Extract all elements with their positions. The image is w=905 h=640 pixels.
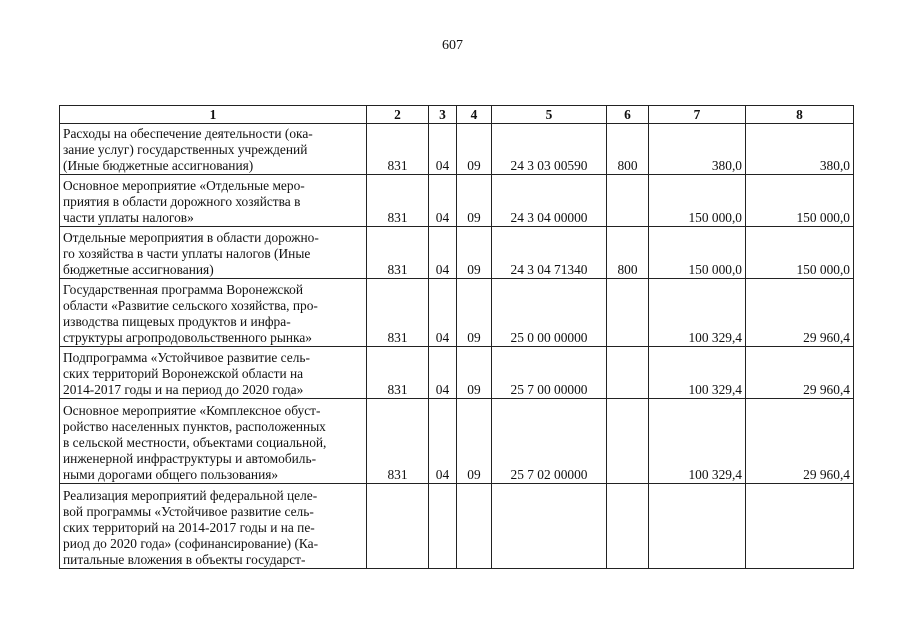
cell-col-5: 24 3 03 00590 bbox=[492, 124, 607, 175]
cell-col-4: 09 bbox=[457, 175, 492, 227]
cell-col-4: 09 bbox=[457, 347, 492, 399]
header-col-1: 1 bbox=[60, 106, 367, 124]
cell-col-8: 29 960,4 bbox=[746, 279, 854, 347]
row-description: Отдельные мероприятия в области дорожно- го хозяйства в части уплаты налогов (Иные бюджетные ассигнования) bbox=[60, 227, 367, 279]
row-description: Основное мероприятие «Отдельные меро- приятия в области дорожного хозяйства в части уплаты налогов» bbox=[60, 175, 367, 227]
cell-col-2: 831 bbox=[367, 279, 429, 347]
page-number: 607 bbox=[442, 38, 463, 53]
header-col-8: 8 bbox=[746, 106, 854, 124]
cell-col-4: 09 bbox=[457, 227, 492, 279]
cell-col-8: 150 000,0 bbox=[746, 175, 854, 227]
cell-col-3: 04 bbox=[429, 227, 457, 279]
cell-col-3: 04 bbox=[429, 279, 457, 347]
header-col-2: 2 bbox=[367, 106, 429, 124]
cell-col-8: 29 960,4 bbox=[746, 347, 854, 399]
cell-col-5: 25 7 00 00000 bbox=[492, 347, 607, 399]
cell-col-7: 150 000,0 bbox=[649, 227, 746, 279]
row-description: Реализация мероприятий федеральной целе- вой программы «Устойчивое развитие сель- ских территорий на 2014-2017 годы и на пе- риод до 2020 года» (софинансирование) (Ка- питальные вложения в объекты государст- bbox=[60, 484, 367, 569]
header-col-6: 6 bbox=[607, 106, 649, 124]
table-row bbox=[60, 124, 854, 175]
cell-col-7: 380,0 bbox=[649, 124, 746, 175]
cell-col-3: 04 bbox=[429, 347, 457, 399]
cell-col-5: 25 7 02 00000 bbox=[492, 399, 607, 484]
cell-col-5: 25 0 00 00000 bbox=[492, 279, 607, 347]
cell-col-2: 831 bbox=[367, 175, 429, 227]
cell-col-2 bbox=[367, 484, 429, 569]
table-row bbox=[60, 227, 854, 279]
header-col-5: 5 bbox=[492, 106, 607, 124]
cell-col-7 bbox=[649, 484, 746, 569]
cell-col-3: 04 bbox=[429, 399, 457, 484]
cell-col-2: 831 bbox=[367, 124, 429, 175]
cell-col-6 bbox=[607, 484, 649, 569]
cell-col-3: 04 bbox=[429, 175, 457, 227]
cell-col-4: 09 bbox=[457, 279, 492, 347]
cell-col-2: 831 bbox=[367, 347, 429, 399]
cell-col-6 bbox=[607, 175, 649, 227]
cell-col-8: 380,0 bbox=[746, 124, 854, 175]
table-row bbox=[60, 484, 854, 569]
cell-col-3: 04 bbox=[429, 124, 457, 175]
cell-col-2: 831 bbox=[367, 399, 429, 484]
row-description: Основное мероприятие «Комплексное обуст- ройство населенных пунктов, расположенных в сельской местности, объектами социальной, инженерной инфраструктуры и автомобиль- ными дорогами общего пользования» bbox=[60, 399, 367, 484]
row-description: Подпрограмма «Устойчивое развитие сель- ских территорий Воронежской области на 2014-2017 годы и на период до 2020 года» bbox=[60, 347, 367, 399]
table-row bbox=[60, 279, 854, 347]
table-row bbox=[60, 347, 854, 399]
row-description: Государственная программа Воронежской области «Развитие сельского хозяйства, про- изводства пищевых продуктов и инфра- структуры агропродовольственного рынка» bbox=[60, 279, 367, 347]
table-row bbox=[60, 399, 854, 484]
cell-col-7: 150 000,0 bbox=[649, 175, 746, 227]
header-col-3: 3 bbox=[429, 106, 457, 124]
header-col-7: 7 bbox=[649, 106, 746, 124]
cell-col-8: 150 000,0 bbox=[746, 227, 854, 279]
cell-col-6 bbox=[607, 347, 649, 399]
cell-col-6 bbox=[607, 279, 649, 347]
cell-col-5 bbox=[492, 484, 607, 569]
cell-col-7: 100 329,4 bbox=[649, 279, 746, 347]
table-row bbox=[60, 175, 854, 227]
row-description: Расходы на обеспечение деятельности (ока- зание услуг) государственных учреждений (Иные бюджетные ассигнования) bbox=[60, 124, 367, 175]
cell-col-4: 09 bbox=[457, 124, 492, 175]
budget-table bbox=[59, 105, 854, 569]
cell-col-5: 24 3 04 71340 bbox=[492, 227, 607, 279]
cell-col-6 bbox=[607, 399, 649, 484]
cell-col-5: 24 3 04 00000 bbox=[492, 175, 607, 227]
cell-col-6: 800 bbox=[607, 124, 649, 175]
cell-col-4 bbox=[457, 484, 492, 569]
cell-col-2: 831 bbox=[367, 227, 429, 279]
cell-col-4: 09 bbox=[457, 399, 492, 484]
cell-col-8 bbox=[746, 484, 854, 569]
cell-col-7: 100 329,4 bbox=[649, 399, 746, 484]
cell-col-6: 800 bbox=[607, 227, 649, 279]
cell-col-8: 29 960,4 bbox=[746, 399, 854, 484]
header-col-4: 4 bbox=[457, 106, 492, 124]
cell-col-3 bbox=[429, 484, 457, 569]
cell-col-7: 100 329,4 bbox=[649, 347, 746, 399]
header-row bbox=[60, 106, 854, 124]
